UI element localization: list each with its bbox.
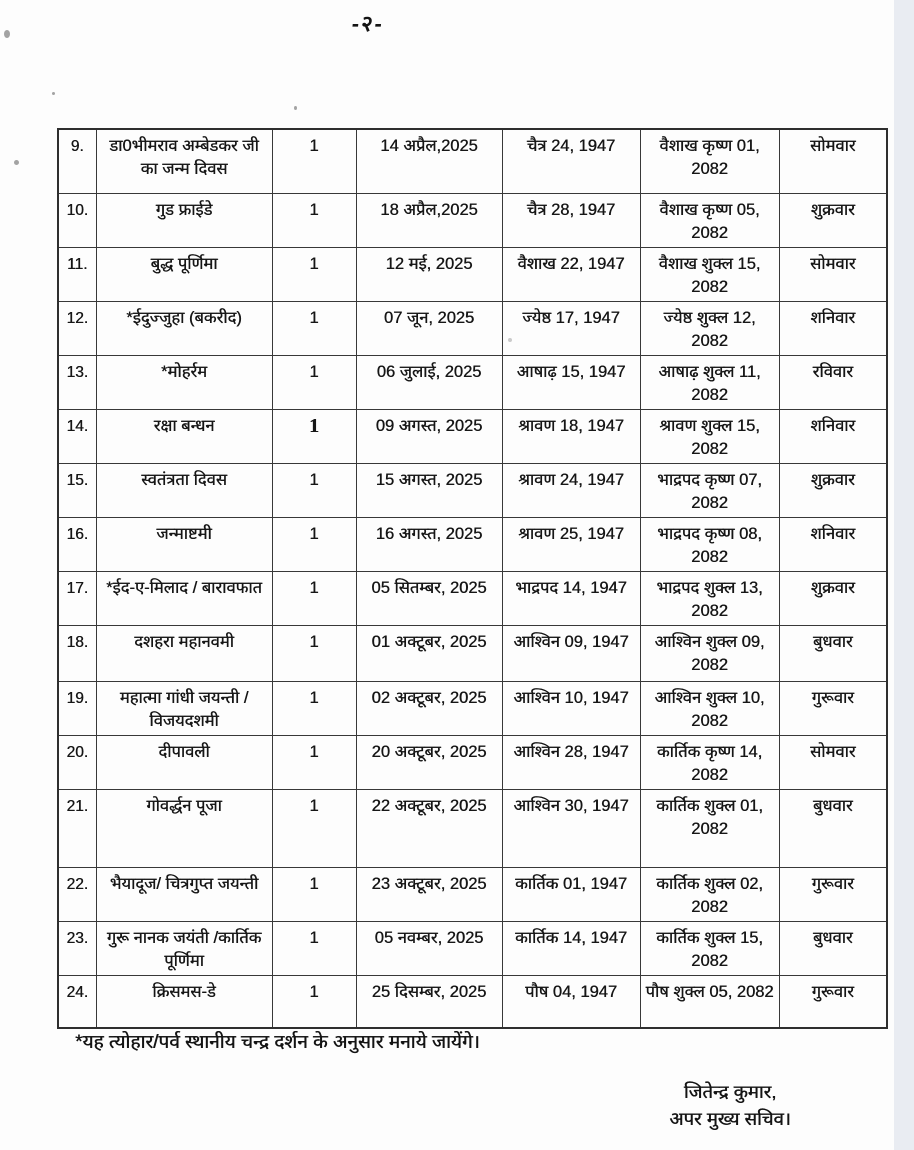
saka-date-cell: श्रावण 25, 1947 [502,517,640,571]
weekday-cell: शुक्रवार [779,193,887,247]
saka-date-cell: कार्तिक 14, 1947 [502,921,640,975]
table-row [58,625,887,681]
table-row [58,247,887,301]
holiday-cell: दशहरा महानवमी [96,625,272,681]
vikram-date-cell: आश्विन शुक्ल 09, 2082 [640,625,779,681]
date-cell: 22 अक्टूबर, 2025 [356,789,502,867]
date-cell: 14 अप्रैल,2025 [356,129,502,193]
saka-date-cell: आषाढ़ 15, 1947 [502,355,640,409]
sno-cell: 17. [58,571,96,625]
saka-date-cell: आश्विन 09, 1947 [502,625,640,681]
weekday-cell: बुधवार [779,789,887,867]
days-cell: 1 [272,517,356,571]
table-row [58,735,887,789]
vikram-date-cell: वैशाख कृष्ण 05, 2082 [640,193,779,247]
vikram-date-cell: वैशाख कृष्ण 01, 2082 [640,129,779,193]
sno-cell: 23. [58,921,96,975]
saka-date-cell: श्रावण 24, 1947 [502,463,640,517]
holiday-cell: रक्षा बन्धन [96,409,272,463]
vikram-date-cell: वैशाख शुक्ल 15, 2082 [640,247,779,301]
weekday-cell: सोमवार [779,129,887,193]
days-cell: 1 [272,921,356,975]
table-row [58,129,887,193]
page-number: -२- [350,11,386,36]
date-cell: 05 सितम्बर, 2025 [356,571,502,625]
sno-cell: 10. [58,193,96,247]
holiday-cell: स्वतंत्रता दिवस [96,463,272,517]
sno-cell: 16. [58,517,96,571]
date-cell: 18 अप्रैल,2025 [356,193,502,247]
sno-cell: 22. [58,867,96,921]
scan-speck [294,106,297,110]
holiday-cell: बुद्ध पूर्णिमा [96,247,272,301]
vikram-date-cell: कार्तिक शुक्ल 02, 2082 [640,867,779,921]
holiday-cell: भैयादूज/ चित्रगुप्त जयन्ती [96,867,272,921]
vikram-date-cell: कार्तिक शुक्ल 01, 2082 [640,789,779,867]
vikram-date-cell: ज्येष्ठ शुक्ल 12, 2082 [640,301,779,355]
table-row [58,355,887,409]
sno-cell: 24. [58,975,96,1028]
weekday-cell: गुरूवार [779,975,887,1028]
days-cell: 1 [272,789,356,867]
saka-date-cell: श्रावण 18, 1947 [502,409,640,463]
saka-date-cell: वैशाख 22, 1947 [502,247,640,301]
saka-date-cell: चैत्र 24, 1947 [502,129,640,193]
date-cell: 07 जून, 2025 [356,301,502,355]
holiday-cell: दीपावली [96,735,272,789]
saka-date-cell: आश्विन 28, 1947 [502,735,640,789]
table-row [58,789,887,867]
saka-date-cell: भाद्रपद 14, 1947 [502,571,640,625]
saka-date-cell: चैत्र 28, 1947 [502,193,640,247]
table-row [58,681,887,735]
saka-date-cell: ज्येष्ठ 17, 1947 [502,301,640,355]
date-cell: 12 मई, 2025 [356,247,502,301]
weekday-cell: सोमवार [779,735,887,789]
table-row [58,517,887,571]
holiday-cell: महात्मा गांधी जयन्ती /विजयदशमी [96,681,272,735]
saka-date-cell: आश्विन 10, 1947 [502,681,640,735]
table-row [58,193,887,247]
vikram-date-cell: भाद्रपद कृष्ण 07, 2082 [640,463,779,517]
weekday-cell: शनिवार [779,301,887,355]
date-cell: 25 दिसम्बर, 2025 [356,975,502,1028]
saka-date-cell: कार्तिक 01, 1947 [502,867,640,921]
holiday-cell: *ईद-ए-मिलाद / बारावफात [96,571,272,625]
scan-speck [14,160,19,165]
days-cell: 1 [272,409,356,463]
days-cell: 1 [272,625,356,681]
vikram-date-cell: कार्तिक कृष्ण 14, 2082 [640,735,779,789]
holiday-cell: गुड फ्राईडे [96,193,272,247]
days-cell: 1 [272,355,356,409]
days-cell: 1 [272,975,356,1028]
sno-cell: 11. [58,247,96,301]
holiday-cell: गुरू नानक जयंती /कार्तिक पूर्णिमा [96,921,272,975]
days-cell: 1 [272,193,356,247]
vikram-date-cell: पौष शुक्ल 05, 2082 [640,975,779,1028]
scan-speck [4,30,10,38]
saka-date-cell: पौष 04, 1947 [502,975,640,1028]
sno-cell: 21. [58,789,96,867]
date-cell: 09 अगस्त, 2025 [356,409,502,463]
date-cell: 16 अगस्त, 2025 [356,517,502,571]
scan-speck [52,92,55,95]
sno-cell: 18. [58,625,96,681]
weekday-cell: शुक्रवार [779,571,887,625]
days-cell: 1 [272,463,356,517]
table-row [58,867,887,921]
holiday-cell: *मोहर्रम [96,355,272,409]
table-row [58,571,887,625]
date-cell: 20 अक्टूबर, 2025 [356,735,502,789]
sno-cell: 12. [58,301,96,355]
weekday-cell: बुधवार [779,921,887,975]
vikram-date-cell: आश्विन शुक्ल 10, 2082 [640,681,779,735]
date-cell: 02 अक्टूबर, 2025 [356,681,502,735]
weekday-cell: सोमवार [779,247,887,301]
days-cell: 1 [272,571,356,625]
table-row [58,921,887,975]
days-cell: 1 [272,867,356,921]
table-row [58,975,887,1028]
scan-edge-band [894,0,914,1150]
signatory-name: जितेन्द्र कुमार, [683,1081,777,1102]
holiday-cell: जन्माष्टमी [96,517,272,571]
table-row [58,409,887,463]
days-cell: 1 [272,735,356,789]
sno-cell: 13. [58,355,96,409]
date-cell: 05 नवम्बर, 2025 [356,921,502,975]
weekday-cell: बुधवार [779,625,887,681]
vikram-date-cell: कार्तिक शुक्ल 15, 2082 [640,921,779,975]
date-cell: 23 अक्टूबर, 2025 [356,867,502,921]
holiday-cell: *ईदुज्जुहा (बकरीद) [96,301,272,355]
holiday-cell: क्रिसमस-डे [96,975,272,1028]
table-row [58,301,887,355]
date-cell: 06 जुलाई, 2025 [356,355,502,409]
holiday-cell: गोवर्द्धन पूजा [96,789,272,867]
sno-cell: 15. [58,463,96,517]
vikram-date-cell: श्रावण शुक्ल 15, 2082 [640,409,779,463]
sno-cell: 9. [58,129,96,193]
date-cell: 15 अगस्त, 2025 [356,463,502,517]
table-row [58,463,887,517]
weekday-cell: गुरूवार [779,681,887,735]
signature-block [630,1078,830,1132]
days-cell: 1 [272,301,356,355]
signatory-title: अपर मुख्य सचिव। [669,1108,791,1129]
sno-cell: 14. [58,409,96,463]
weekday-cell: शनिवार [779,517,887,571]
vikram-date-cell: भाद्रपद शुक्ल 13, 2082 [640,571,779,625]
vikram-date-cell: आषाढ़ शुक्ल 11, 2082 [640,355,779,409]
date-cell: 01 अक्टूबर, 2025 [356,625,502,681]
days-cell: 1 [272,681,356,735]
holiday-table [57,128,888,1029]
weekday-cell: शुक्रवार [779,463,887,517]
weekday-cell: गुरूवार [779,867,887,921]
sno-cell: 19. [58,681,96,735]
weekday-cell: शनिवार [779,409,887,463]
vikram-date-cell: भाद्रपद कृष्ण 08, 2082 [640,517,779,571]
days-cell: 1 [272,129,356,193]
weekday-cell: रविवार [779,355,887,409]
saka-date-cell: आश्विन 30, 1947 [502,789,640,867]
footnote: *यह त्योहार/पर्व स्थानीय चन्द्र दर्शन के अनुसार मनाये जायेंगे। [75,1032,480,1053]
sno-cell: 20. [58,735,96,789]
days-cell: 1 [272,247,356,301]
holiday-cell: डा0भीमराव अम्बेडकर जी का जन्म दिवस [96,129,272,193]
